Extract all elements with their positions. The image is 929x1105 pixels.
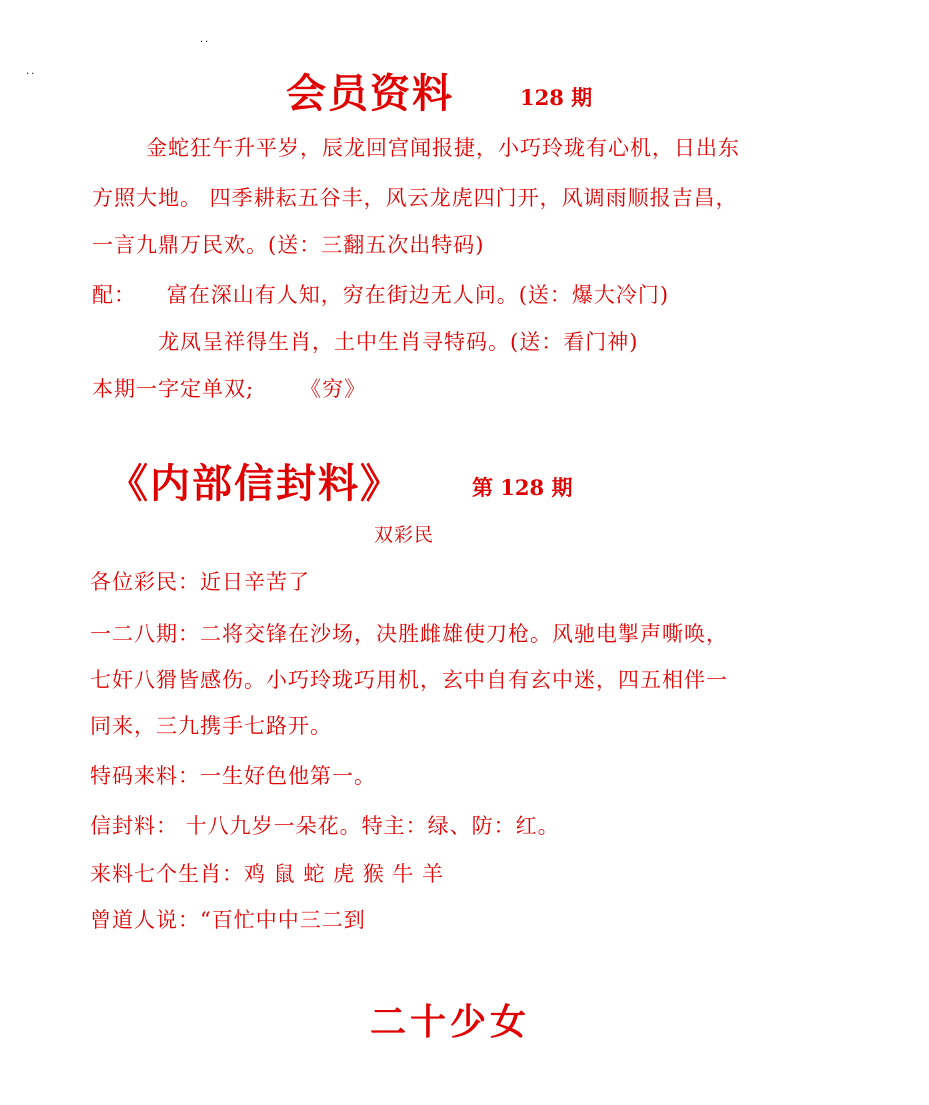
envelope-line: 曾道人说：“百忙中中三二到 <box>90 908 366 932</box>
envelope-line: 七奸八猾皆感伤。小巧玲珑巧用机，玄中自有玄中迷，四五相伴一 <box>90 668 728 692</box>
envelope-issue: 第 128 期 <box>472 475 573 500</box>
verse-line: 本期一字定单双; 《穷》 <box>92 377 367 401</box>
verse-line: 方照大地。 四季耕耘五谷丰，风云龙虎四门开，风调雨顺报吉昌， <box>92 186 738 210</box>
verse-line: 配： 富在深山有人知，穷在街边无人问。(送：爆大冷门) <box>92 283 670 307</box>
member-info-issue: 128 期 <box>520 85 593 110</box>
verse-line: 金蛇狂午升平岁，辰龙回宫闻报捷，小巧玲珑有心机，日出东 <box>146 136 740 160</box>
envelope-line: 来料七个生肖：鸡 鼠 蛇 虎 猴 牛 羊 <box>90 862 445 886</box>
envelope-line: 特码来料：一生好色他第一。 <box>90 764 376 788</box>
envelope-subtitle: 双彩民 <box>374 524 435 546</box>
envelope-title: 《内部信封料》 <box>108 460 402 507</box>
decorative-dots-left: .. <box>26 66 37 77</box>
envelope-line: 一二八期：二将交锋在沙场，决胜雌雄使刀枪。风驰电掣声嘶唤， <box>90 622 728 646</box>
envelope-line: 信封料： 十八九岁一朵花。特主：绿、防：红。 <box>90 814 560 838</box>
decorative-dots-top: .. <box>200 34 211 45</box>
envelope-line: 同来，三九携手七路开。 <box>90 714 332 738</box>
verse-line: 龙凤呈祥得生肖，土中生肖寻特码。(送：看门神) <box>158 330 639 354</box>
verse-line: 一言九鼎万民欢。(送：三翻五次出特码) <box>92 233 485 257</box>
bottom-title: 二十少女 <box>370 1001 531 1043</box>
envelope-line: 各位彩民：近日辛苦了 <box>90 570 310 594</box>
member-info-title: 会员资料 <box>286 70 454 117</box>
